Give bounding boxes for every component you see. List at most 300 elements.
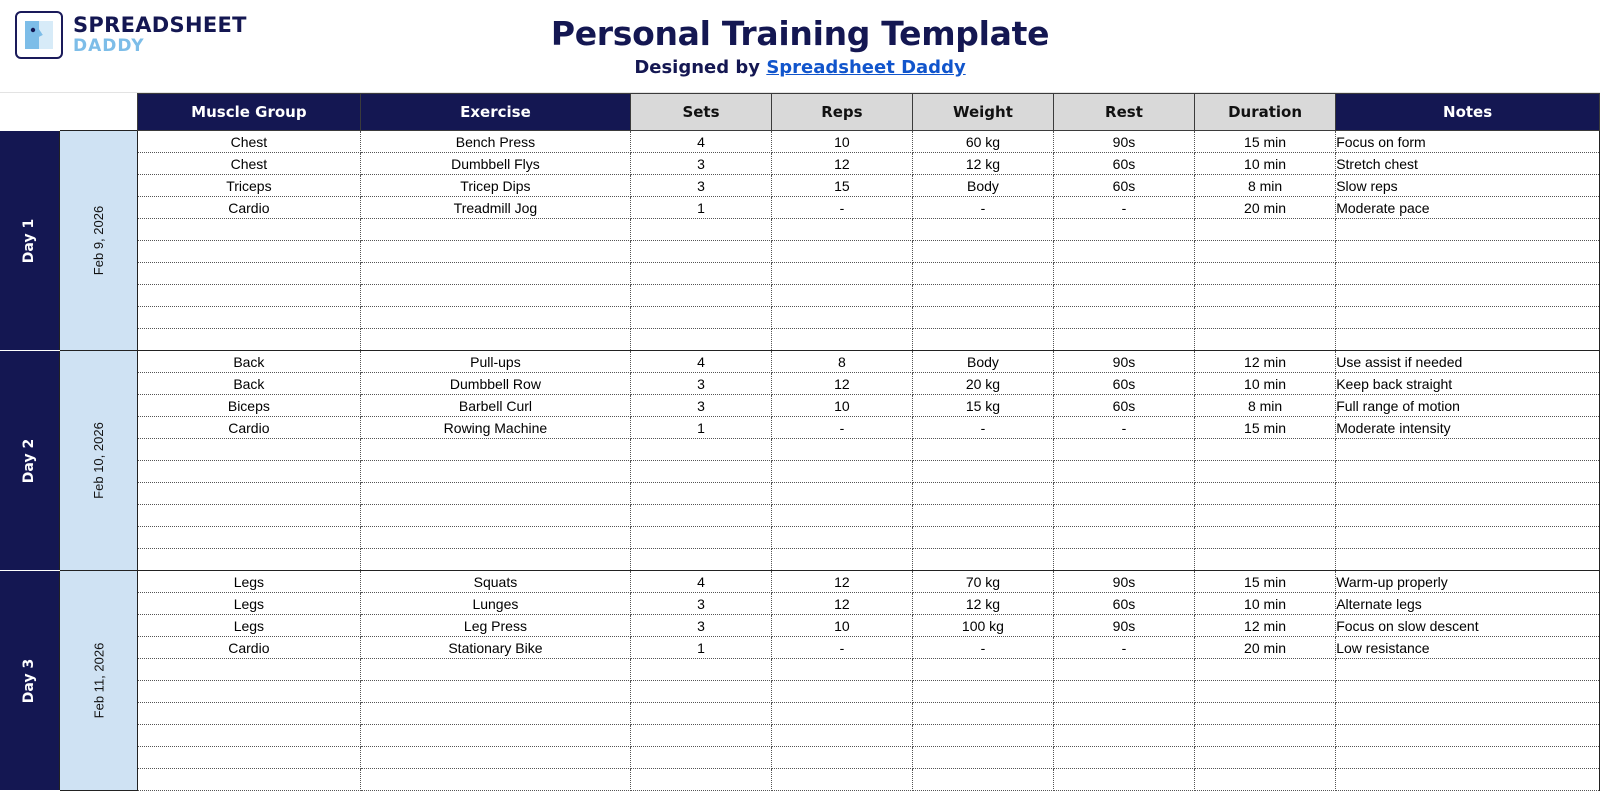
cell-rest[interactable]	[1054, 659, 1195, 681]
cell-rest[interactable]: 60s	[1054, 153, 1195, 175]
cell-exercise[interactable]	[360, 769, 630, 791]
cell-sets[interactable]	[631, 681, 772, 703]
cell-sets[interactable]: 4	[631, 571, 772, 593]
cell-notes[interactable]: Keep back straight	[1336, 373, 1600, 395]
table-row	[0, 681, 1600, 703]
column-header-weight[interactable]: Weight	[912, 94, 1053, 131]
cell-notes[interactable]: Warm-up properly	[1336, 571, 1600, 593]
cell-reps[interactable]: 12	[771, 593, 912, 615]
cell-weight[interactable]	[912, 769, 1053, 791]
cell-muscle-group[interactable]	[137, 769, 360, 791]
day-label-cell[interactable]	[0, 351, 60, 571]
cell-exercise[interactable]	[360, 241, 630, 263]
cell-rest[interactable]	[1054, 285, 1195, 307]
cell-exercise[interactable]	[360, 483, 630, 505]
cell-rest[interactable]: 60s	[1054, 593, 1195, 615]
cell-rest[interactable]	[1054, 263, 1195, 285]
table-row	[0, 527, 1600, 549]
corner-blank	[60, 94, 138, 131]
cell-notes[interactable]: Focus on slow descent	[1336, 615, 1600, 637]
cell-notes[interactable]	[1336, 747, 1600, 769]
table-row	[0, 593, 1600, 615]
cell-sets[interactable]: 1	[631, 637, 772, 659]
table-row	[0, 329, 1600, 351]
cell-rest[interactable]: -	[1054, 197, 1195, 219]
cell-muscle-group[interactable]: Biceps	[137, 395, 360, 417]
cell-weight[interactable]: 100 kg	[912, 615, 1053, 637]
cell-muscle-group[interactable]: Chest	[137, 153, 360, 175]
cell-muscle-group[interactable]	[137, 549, 360, 571]
cell-duration[interactable]: 10 min	[1194, 373, 1335, 395]
logo-text-line1: SPREADSHEET	[73, 13, 247, 37]
cell-duration[interactable]: 10 min	[1194, 153, 1335, 175]
cell-duration[interactable]	[1194, 483, 1335, 505]
cell-rest[interactable]	[1054, 527, 1195, 549]
cell-weight[interactable]	[912, 703, 1053, 725]
cell-reps[interactable]	[771, 769, 912, 791]
table-row	[0, 615, 1600, 637]
cell-muscle-group[interactable]	[137, 659, 360, 681]
cell-duration[interactable]	[1194, 703, 1335, 725]
cell-reps[interactable]	[771, 307, 912, 329]
cell-reps[interactable]: -	[771, 637, 912, 659]
cell-reps[interactable]: 15	[771, 175, 912, 197]
cell-duration[interactable]	[1194, 549, 1335, 571]
cell-weight[interactable]	[912, 527, 1053, 549]
cell-reps[interactable]	[771, 285, 912, 307]
cell-muscle-group[interactable]	[137, 329, 360, 351]
cell-rest[interactable]	[1054, 241, 1195, 263]
table-row	[0, 417, 1600, 439]
date-cell[interactable]	[60, 351, 138, 571]
cell-muscle-group[interactable]: Chest	[137, 131, 360, 153]
cell-rest[interactable]	[1054, 549, 1195, 571]
cell-exercise[interactable]	[360, 285, 630, 307]
cell-reps[interactable]	[771, 505, 912, 527]
cell-duration[interactable]	[1194, 461, 1335, 483]
cell-weight[interactable]: 12 kg	[912, 153, 1053, 175]
training-table	[0, 93, 1600, 791]
cell-rest[interactable]	[1054, 329, 1195, 351]
cell-reps[interactable]: 8	[771, 351, 912, 373]
table-row	[0, 131, 1600, 153]
cell-exercise[interactable]	[360, 439, 630, 461]
table-row	[0, 351, 1600, 373]
cell-duration[interactable]: 20 min	[1194, 197, 1335, 219]
cell-reps[interactable]	[771, 439, 912, 461]
cell-weight[interactable]	[912, 549, 1053, 571]
cell-notes[interactable]	[1336, 307, 1600, 329]
table-row	[0, 153, 1600, 175]
cell-notes[interactable]: Focus on form	[1336, 131, 1600, 153]
cell-exercise[interactable]: Tricep Dips	[360, 175, 630, 197]
table-row	[0, 263, 1600, 285]
cell-duration[interactable]: 20 min	[1194, 637, 1335, 659]
cell-weight[interactable]	[912, 219, 1053, 241]
cell-sets[interactable]: 3	[631, 615, 772, 637]
cell-notes[interactable]	[1336, 329, 1600, 351]
day-label-cell[interactable]	[0, 571, 60, 791]
cell-muscle-group[interactable]	[137, 263, 360, 285]
cell-exercise[interactable]	[360, 549, 630, 571]
cell-weight[interactable]	[912, 263, 1053, 285]
cell-exercise[interactable]	[360, 307, 630, 329]
table-row	[0, 307, 1600, 329]
cell-sets[interactable]	[631, 461, 772, 483]
cell-duration[interactable]	[1194, 769, 1335, 791]
cell-sets[interactable]	[631, 505, 772, 527]
cell-weight[interactable]: 70 kg	[912, 571, 1053, 593]
cell-notes[interactable]	[1336, 263, 1600, 285]
cell-weight[interactable]	[912, 659, 1053, 681]
cell-weight[interactable]	[912, 241, 1053, 263]
cell-muscle-group[interactable]	[137, 461, 360, 483]
cell-weight[interactable]	[912, 483, 1053, 505]
cell-exercise[interactable]: Treadmill Jog	[360, 197, 630, 219]
cell-weight[interactable]: 60 kg	[912, 131, 1053, 153]
date-label: Feb 10, 2026	[91, 421, 107, 499]
cell-rest[interactable]	[1054, 461, 1195, 483]
cell-exercise[interactable]	[360, 681, 630, 703]
date-cell[interactable]	[60, 131, 138, 351]
cell-duration[interactable]	[1194, 329, 1335, 351]
cell-muscle-group[interactable]: Triceps	[137, 175, 360, 197]
cell-duration[interactable]: 12 min	[1194, 351, 1335, 373]
cell-duration[interactable]	[1194, 219, 1335, 241]
cell-muscle-group[interactable]: Cardio	[137, 197, 360, 219]
cell-rest[interactable]: 90s	[1054, 571, 1195, 593]
cell-duration[interactable]	[1194, 747, 1335, 769]
cell-sets[interactable]: 3	[631, 153, 772, 175]
cell-reps[interactable]	[771, 549, 912, 571]
cell-exercise[interactable]	[360, 461, 630, 483]
date-label: Feb 9, 2026	[91, 205, 107, 275]
cell-notes[interactable]	[1336, 241, 1600, 263]
cell-exercise[interactable]	[360, 329, 630, 351]
cell-duration[interactable]	[1194, 439, 1335, 461]
cell-muscle-group[interactable]: Cardio	[137, 637, 360, 659]
cell-notes[interactable]	[1336, 219, 1600, 241]
cell-weight[interactable]	[912, 461, 1053, 483]
cell-rest[interactable]	[1054, 439, 1195, 461]
cell-weight[interactable]	[912, 439, 1053, 461]
cell-sets[interactable]: 3	[631, 395, 772, 417]
table-row	[0, 637, 1600, 659]
cell-rest[interactable]	[1054, 681, 1195, 703]
cell-reps[interactable]: 10	[771, 131, 912, 153]
cell-notes[interactable]	[1336, 769, 1600, 791]
cell-notes[interactable]: Slow reps	[1336, 175, 1600, 197]
cell-sets[interactable]: 3	[631, 593, 772, 615]
spreadsheet-daddy-link[interactable]: Spreadsheet Daddy	[766, 57, 966, 78]
table-row	[0, 461, 1600, 483]
cell-rest[interactable]	[1054, 769, 1195, 791]
table-row	[0, 483, 1600, 505]
cell-sets[interactable]	[631, 527, 772, 549]
cell-reps[interactable]	[771, 527, 912, 549]
cell-duration[interactable]	[1194, 681, 1335, 703]
cell-reps[interactable]: -	[771, 417, 912, 439]
table-row	[0, 439, 1600, 461]
cell-muscle-group[interactable]	[137, 681, 360, 703]
corner-blank	[0, 94, 60, 131]
cell-sets[interactable]	[631, 483, 772, 505]
cell-duration[interactable]	[1194, 285, 1335, 307]
cell-weight[interactable]: Body	[912, 175, 1053, 197]
page-title: Personal Training Template	[550, 14, 1050, 53]
cell-muscle-group[interactable]	[137, 725, 360, 747]
table-row	[0, 571, 1600, 593]
cell-notes[interactable]: Stretch chest	[1336, 153, 1600, 175]
cell-exercise[interactable]: Rowing Machine	[360, 417, 630, 439]
date-label: Feb 11, 2026	[91, 642, 107, 718]
table-row	[0, 395, 1600, 417]
cell-muscle-group[interactable]	[137, 307, 360, 329]
cell-sets[interactable]: 1	[631, 197, 772, 219]
cell-reps[interactable]: -	[771, 197, 912, 219]
cell-rest[interactable]: 60s	[1054, 175, 1195, 197]
cell-exercise[interactable]	[360, 703, 630, 725]
cell-notes[interactable]	[1336, 439, 1600, 461]
cell-notes[interactable]	[1336, 527, 1600, 549]
cell-duration[interactable]: 15 min	[1194, 571, 1335, 593]
cell-sets[interactable]: 3	[631, 175, 772, 197]
cell-muscle-group[interactable]: Legs	[137, 593, 360, 615]
cell-duration[interactable]: 12 min	[1194, 615, 1335, 637]
cell-rest[interactable]	[1054, 307, 1195, 329]
date-cell[interactable]	[60, 571, 138, 791]
cell-sets[interactable]	[631, 747, 772, 769]
cell-muscle-group[interactable]	[137, 703, 360, 725]
cell-muscle-group[interactable]	[137, 439, 360, 461]
column-header-rest[interactable]: Rest	[1054, 94, 1195, 131]
cell-sets[interactable]: 3	[631, 373, 772, 395]
day-label: Day 3	[21, 658, 38, 703]
cell-reps[interactable]	[771, 681, 912, 703]
cell-exercise[interactable]: Stationary Bike	[360, 637, 630, 659]
cell-muscle-group[interactable]: Legs	[137, 571, 360, 593]
cell-duration[interactable]	[1194, 505, 1335, 527]
cell-weight[interactable]: -	[912, 197, 1053, 219]
cell-rest[interactable]: 90s	[1054, 615, 1195, 637]
cell-weight[interactable]	[912, 307, 1053, 329]
logo-text-line2: DADDY	[73, 36, 145, 56]
cell-reps[interactable]	[771, 241, 912, 263]
cell-exercise[interactable]: Dumbbell Row	[360, 373, 630, 395]
cell-reps[interactable]	[771, 747, 912, 769]
cell-muscle-group[interactable]	[137, 483, 360, 505]
cell-rest[interactable]: 60s	[1054, 373, 1195, 395]
cell-sets[interactable]	[631, 329, 772, 351]
cell-weight[interactable]	[912, 747, 1053, 769]
cell-reps[interactable]: 10	[771, 395, 912, 417]
cell-exercise[interactable]	[360, 747, 630, 769]
cell-rest[interactable]	[1054, 483, 1195, 505]
cell-sets[interactable]: 1	[631, 417, 772, 439]
cell-sets[interactable]	[631, 263, 772, 285]
cell-exercise[interactable]	[360, 219, 630, 241]
cell-exercise[interactable]	[360, 505, 630, 527]
cell-weight[interactable]	[912, 329, 1053, 351]
cell-exercise[interactable]	[360, 527, 630, 549]
cell-exercise[interactable]	[360, 725, 630, 747]
cell-weight[interactable]	[912, 505, 1053, 527]
cell-exercise[interactable]: Lunges	[360, 593, 630, 615]
cell-reps[interactable]	[771, 659, 912, 681]
cell-duration[interactable]: 8 min	[1194, 175, 1335, 197]
cell-notes[interactable]: Use assist if needed	[1336, 351, 1600, 373]
cell-reps[interactable]	[771, 263, 912, 285]
cell-duration[interactable]	[1194, 527, 1335, 549]
cell-notes[interactable]	[1336, 659, 1600, 681]
cell-notes[interactable]	[1336, 285, 1600, 307]
cell-notes[interactable]	[1336, 725, 1600, 747]
day-label: Day 1	[21, 218, 38, 263]
cell-rest[interactable]	[1054, 703, 1195, 725]
cell-duration[interactable]	[1194, 307, 1335, 329]
cell-sets[interactable]	[631, 703, 772, 725]
cell-duration[interactable]	[1194, 241, 1335, 263]
cell-notes[interactable]	[1336, 483, 1600, 505]
page-header	[0, 0, 1600, 93]
cell-rest[interactable]: 90s	[1054, 351, 1195, 373]
cell-reps[interactable]	[771, 219, 912, 241]
cell-muscle-group[interactable]: Back	[137, 351, 360, 373]
page-subtitle	[0, 57, 1600, 78]
cell-reps[interactable]	[771, 725, 912, 747]
day-label-cell[interactable]	[0, 131, 60, 351]
column-header-notes[interactable]: Notes	[1336, 94, 1600, 131]
cell-sets[interactable]	[631, 241, 772, 263]
table-row	[0, 747, 1600, 769]
cell-rest[interactable]	[1054, 725, 1195, 747]
table-row	[0, 703, 1600, 725]
cell-muscle-group[interactable]	[137, 747, 360, 769]
cell-exercise[interactable]	[360, 263, 630, 285]
cell-weight[interactable]: 12 kg	[912, 593, 1053, 615]
cell-duration[interactable]	[1194, 263, 1335, 285]
cell-duration[interactable]	[1194, 725, 1335, 747]
cell-reps[interactable]	[771, 461, 912, 483]
cell-exercise[interactable]	[360, 659, 630, 681]
cell-sets[interactable]	[631, 307, 772, 329]
cell-sets[interactable]	[631, 285, 772, 307]
cell-rest[interactable]: 90s	[1054, 131, 1195, 153]
cell-notes[interactable]: Moderate intensity	[1336, 417, 1600, 439]
cell-notes[interactable]: Alternate legs	[1336, 593, 1600, 615]
cell-sets[interactable]	[631, 219, 772, 241]
cell-rest[interactable]: -	[1054, 417, 1195, 439]
cell-rest[interactable]: -	[1054, 637, 1195, 659]
cell-exercise[interactable]: Squats	[360, 571, 630, 593]
cell-muscle-group[interactable]	[137, 527, 360, 549]
table-row	[0, 505, 1600, 527]
cell-rest[interactable]	[1054, 747, 1195, 769]
cell-muscle-group[interactable]: Legs	[137, 615, 360, 637]
table-row	[0, 241, 1600, 263]
cell-notes[interactable]: Moderate pace	[1336, 197, 1600, 219]
column-header-sets[interactable]: Sets	[631, 94, 772, 131]
table-row	[0, 285, 1600, 307]
cell-muscle-group[interactable]	[137, 219, 360, 241]
cell-weight[interactable]	[912, 285, 1053, 307]
cell-rest[interactable]: 60s	[1054, 395, 1195, 417]
cell-notes[interactable]: Full range of motion	[1336, 395, 1600, 417]
column-header-exercise[interactable]: Exercise	[360, 94, 630, 131]
table-row	[0, 373, 1600, 395]
table-row	[0, 175, 1600, 197]
cell-notes[interactable]	[1336, 549, 1600, 571]
table-row	[0, 659, 1600, 681]
cell-muscle-group[interactable]	[137, 505, 360, 527]
cell-sets[interactable]	[631, 769, 772, 791]
cell-weight[interactable]: -	[912, 637, 1053, 659]
cell-notes[interactable]	[1336, 703, 1600, 725]
cell-sets[interactable]	[631, 725, 772, 747]
table-row	[0, 197, 1600, 219]
cell-weight[interactable]: 15 kg	[912, 395, 1053, 417]
table-row	[0, 549, 1600, 571]
cell-muscle-group[interactable]: Cardio	[137, 417, 360, 439]
cell-sets[interactable]	[631, 439, 772, 461]
cell-duration[interactable]: 10 min	[1194, 593, 1335, 615]
cell-notes[interactable]: Low resistance	[1336, 637, 1600, 659]
cell-exercise[interactable]: Dumbbell Flys	[360, 153, 630, 175]
cell-sets[interactable]	[631, 659, 772, 681]
cell-reps[interactable]: 12	[771, 153, 912, 175]
subtitle-prefix: Designed by	[634, 57, 761, 78]
table-row	[0, 769, 1600, 791]
day-label: Day 2	[21, 438, 38, 483]
cell-muscle-group[interactable]	[137, 285, 360, 307]
cell-duration[interactable]: 15 min	[1194, 131, 1335, 153]
cell-duration[interactable]	[1194, 659, 1335, 681]
cell-weight[interactable]: 20 kg	[912, 373, 1053, 395]
cell-reps[interactable]: 12	[771, 571, 912, 593]
cell-reps[interactable]: 12	[771, 373, 912, 395]
cell-exercise[interactable]: Leg Press	[360, 615, 630, 637]
cell-muscle-group[interactable]	[137, 241, 360, 263]
cell-exercise[interactable]: Barbell Curl	[360, 395, 630, 417]
cell-weight[interactable]	[912, 681, 1053, 703]
cell-weight[interactable]: Body	[912, 351, 1053, 373]
column-header-reps[interactable]: Reps	[771, 94, 912, 131]
cell-duration[interactable]: 8 min	[1194, 395, 1335, 417]
cell-duration[interactable]: 15 min	[1194, 417, 1335, 439]
cell-notes[interactable]	[1336, 505, 1600, 527]
cell-rest[interactable]	[1054, 219, 1195, 241]
cell-weight[interactable]	[912, 725, 1053, 747]
cell-sets[interactable]	[631, 549, 772, 571]
table-row	[0, 219, 1600, 241]
column-header-duration[interactable]: Duration	[1194, 94, 1335, 131]
cell-sets[interactable]: 4	[631, 131, 772, 153]
cell-muscle-group[interactable]: Back	[137, 373, 360, 395]
cell-rest[interactable]	[1054, 505, 1195, 527]
cell-sets[interactable]: 4	[631, 351, 772, 373]
cell-reps[interactable]	[771, 703, 912, 725]
table-row	[0, 725, 1600, 747]
cell-reps[interactable]: 10	[771, 615, 912, 637]
cell-notes[interactable]	[1336, 681, 1600, 703]
cell-reps[interactable]	[771, 329, 912, 351]
cell-reps[interactable]	[771, 483, 912, 505]
cell-exercise[interactable]: Pull-ups	[360, 351, 630, 373]
cell-notes[interactable]	[1336, 461, 1600, 483]
cell-weight[interactable]: -	[912, 417, 1053, 439]
column-header-muscle-group[interactable]: Muscle Group	[137, 94, 360, 131]
cell-exercise[interactable]: Bench Press	[360, 131, 630, 153]
